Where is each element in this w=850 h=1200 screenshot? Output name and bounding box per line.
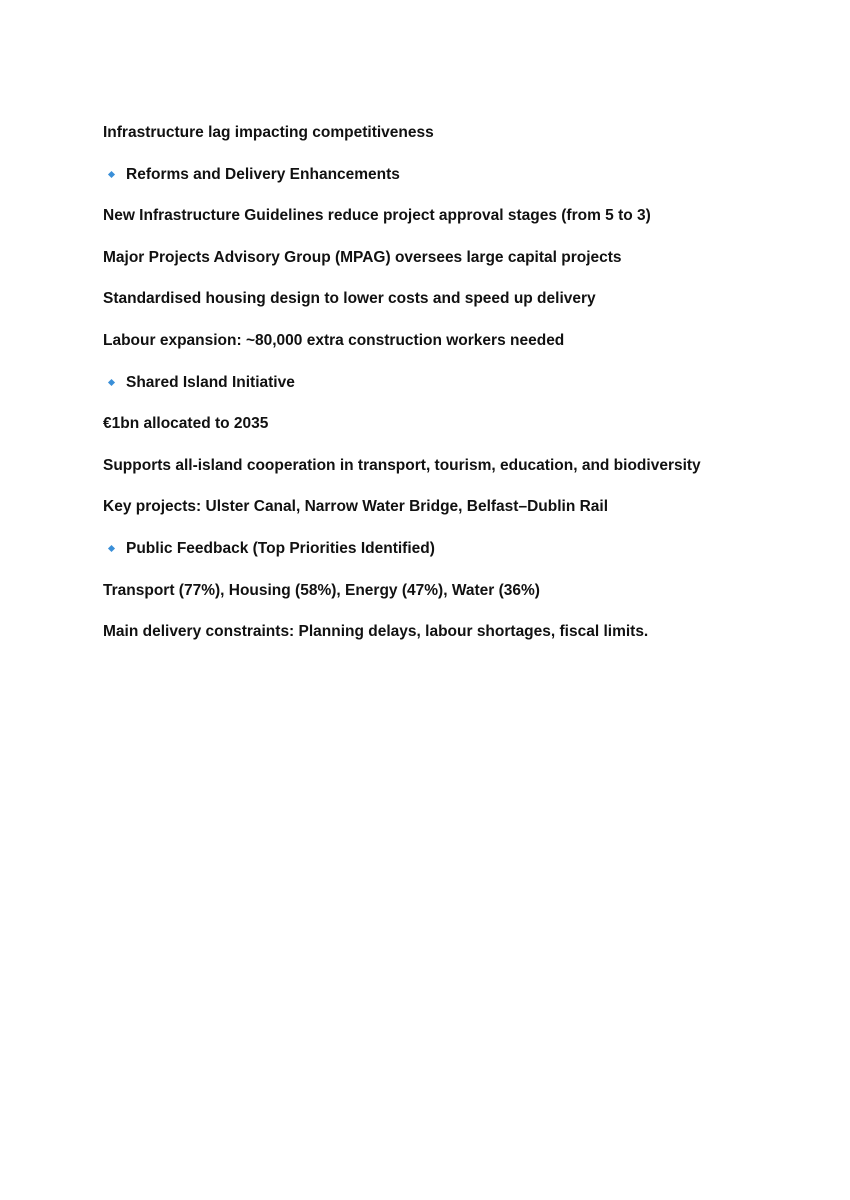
body-line: Labour expansion: ~80,000 extra construction workers needed <box>103 331 565 349</box>
section-heading-label: Reforms and Delivery Enhancements <box>126 165 400 183</box>
document-body <box>103 123 823 664</box>
body-line: Supports all-island cooperation in transport, tourism, education, and biodiversity <box>103 456 701 474</box>
body-line: Standardised housing design to lower costs and speed up delivery <box>103 290 596 308</box>
diamond-icon <box>108 379 115 386</box>
section-heading-reforms <box>103 165 823 207</box>
section-heading-shared-island <box>103 373 823 415</box>
section-heading-label: Shared Island Initiative <box>126 373 295 391</box>
body-line: Transport (77%), Housing (58%), Energy (47%), Water (36%) <box>103 581 540 599</box>
body-line: New Infrastructure Guidelines reduce project approval stages (from 5 to 3) <box>103 207 651 225</box>
body-line: Key projects: Ulster Canal, Narrow Water Bridge, Belfast–Dublin Rail <box>103 498 609 516</box>
body-line: Major Projects Advisory Group (MPAG) oversees large capital projects <box>103 248 622 266</box>
diamond-icon <box>108 545 115 552</box>
diamond-icon <box>108 171 115 178</box>
body-line: Main delivery constraints: Planning delays, labour shortages, fiscal limits. <box>103 623 649 641</box>
body-line: Infrastructure lag impacting competitiveness <box>103 124 434 141</box>
section-heading-public-feedback <box>103 539 823 581</box>
body-line: €1bn allocated to 2035 <box>103 415 269 433</box>
section-heading-label: Public Feedback (Top Priorities Identified) <box>126 539 435 557</box>
